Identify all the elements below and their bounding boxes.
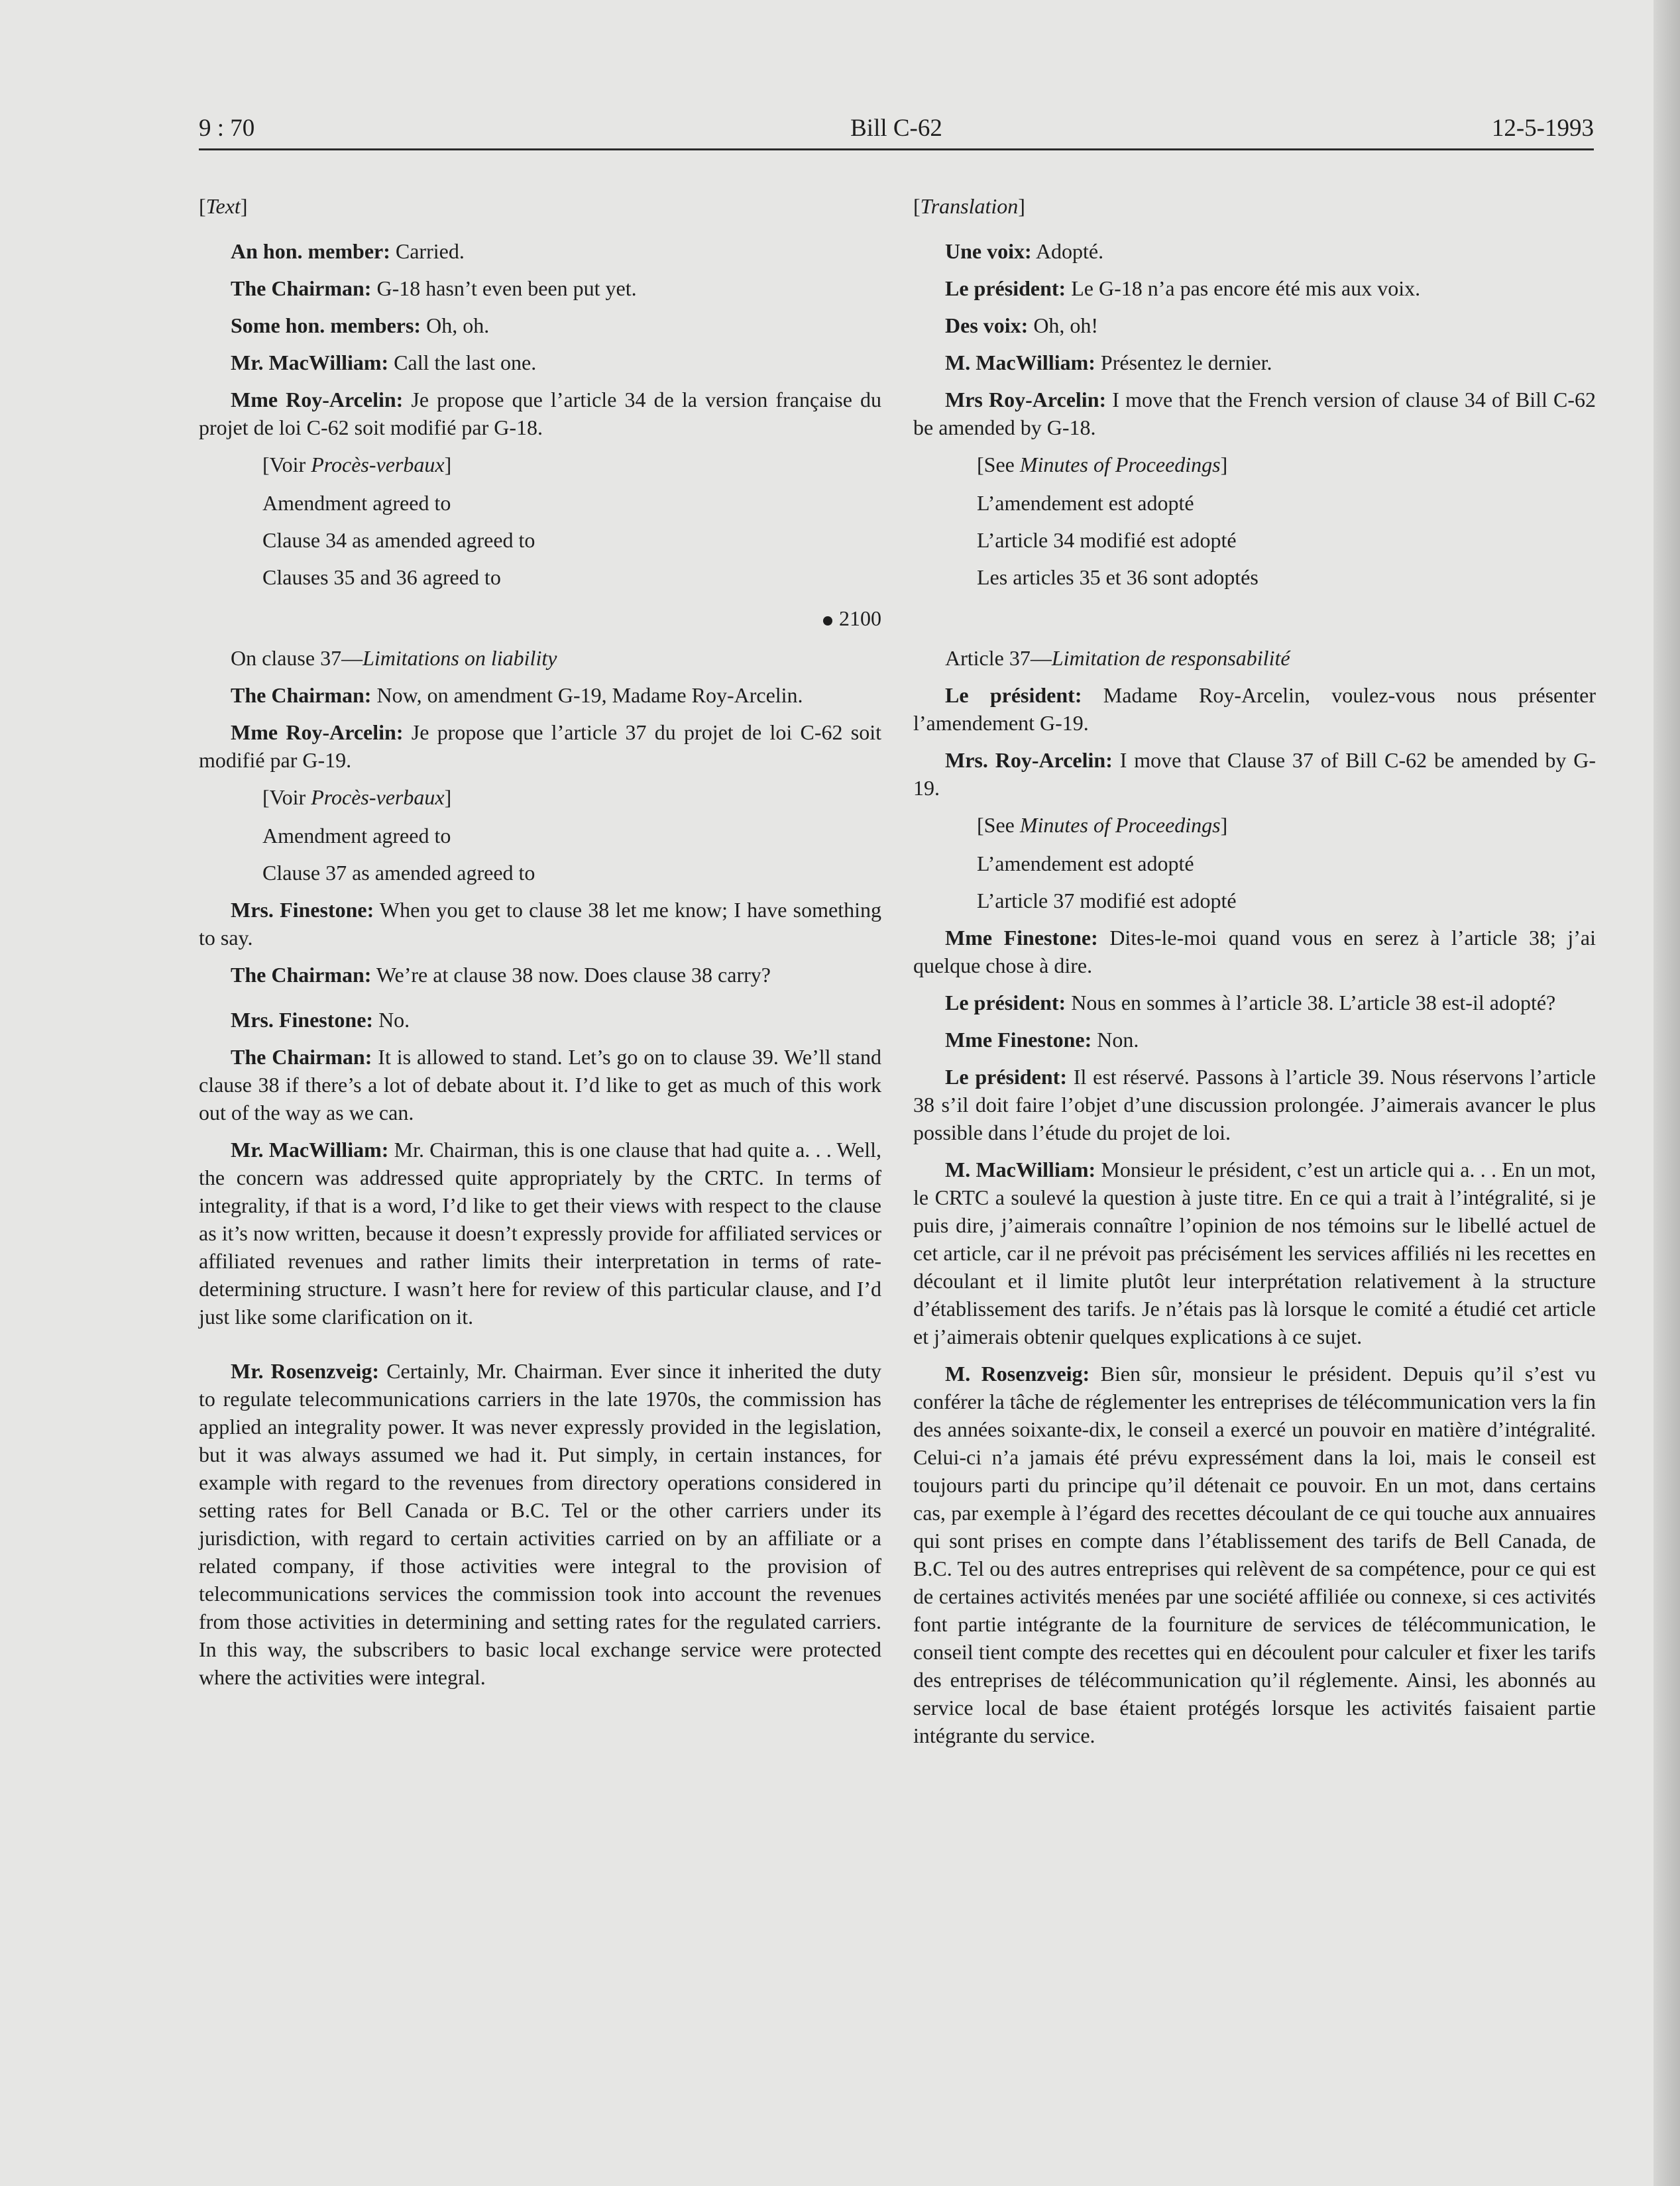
motion-result: Clause 34 as amended agreed to — [262, 528, 535, 552]
minutes-reference: [Voir Procès-verbaux] — [262, 785, 452, 809]
speech: M. MacWilliam: Monsieur le président, c’est un article qui a. . . En un mot, le CRTC a soulevé la question à juste titre. En ce qui a trait à l’intégralité, si je puis dire, j’aimerais connaître l’opinion de nos témoins sur le libellé actuel de cet article, car il ne prévoit pas précisément les services affiliés ni les recettes en découlant et il limite plutôt leur interprétation relativement à la structure d’établissement des tarifs. Je n’étais pas là lorsque le comité a étudié cet article et j’aimerais obtenir quelques explications à ce sujet. — [913, 1158, 1596, 1348]
motion-result: Clause 37 as amended agreed to — [262, 861, 535, 885]
speech: Le président: Il est réservé. Passons à l’article 39. Nous réservons l’article 38 s’il doit faire l’objet d’une discussion prolongée. J’aimerais avancer le plus possible dans l’étude du projet de loi. — [913, 1065, 1596, 1144]
header-rule — [199, 148, 1594, 150]
speech: Mr. MacWilliam: Call the last one. — [231, 351, 537, 374]
bill-title: Bill C-62 — [850, 115, 942, 142]
page-number: 9 : 70 — [199, 115, 255, 142]
motion-result: Les articles 35 et 36 sont adoptés — [977, 565, 1259, 589]
page-header — [199, 114, 1594, 148]
minutes-reference: [See Minutes of Proceedings] — [977, 813, 1228, 837]
section-label: [Text] — [199, 194, 248, 218]
speech: The Chairman: G-18 hasn’t even been put yet. — [231, 276, 637, 300]
speech: Le président: Le G-18 n’a pas encore été mis aux voix. — [945, 276, 1421, 300]
speech: M. MacWilliam: Présentez le dernier. — [945, 351, 1272, 374]
speech: Mrs. Finestone: No. — [231, 1008, 410, 1032]
header-date: 12-5-1993 — [1491, 115, 1594, 142]
speech: Mme Finestone: Dites-le-moi quand vous en serez à l’article 38; j’ai quelque chose à dire. — [913, 926, 1596, 977]
minutes-reference: [Voir Procès-verbaux] — [262, 453, 452, 476]
motion-result: L’article 37 modifié est adopté — [977, 889, 1237, 912]
speech: Mme Roy-Arcelin: Je propose que l’article 34 de la version française du projet de loi C-62 soit modifié par G-18. — [199, 388, 882, 439]
motion-result: L’amendement est adopté — [977, 851, 1194, 875]
speech: M. Rosenzveig: Bien sûr, monsieur le président. Depuis qu’il s’est vu conférer la tâche de réglementer les entreprises de télécommunication vers la fin des années soixante-dix, le conseil a exercé un pouvoir en matière d’intégralité. Celui-ci n’a jamais été prévu expressément dans la loi, mais le conseil est toujours parti du principe qu’il détenait ce pouvoir. En un mot, dans certains cas, par exemple à l’égard des recettes découlant de ce qui touche aux annuaires qui sont prises en compte dans l’établissement des tarifs de Bell Canada, de B.C. Tel ou des autres entreprises qui relèvent de sa compétence, pour ce qui est de certaines activités menées par une société affiliée ou connexe, si ces activités font partie intégrante de la fourniture de services de télécommunication, le conseil tient compte des recettes qui en découlent pour calculer et fixer les tarifs des entreprises de télécommunication qu’il réglemente. Ainsi, les abonnés au service local de base étaient protégés lorsque les activités faisaient partie intégrante du service. — [913, 1362, 1596, 1747]
french-column — [913, 192, 1596, 1759]
speech: Des voix: Oh, oh! — [945, 313, 1099, 337]
time-marker: 2100 — [199, 604, 881, 632]
speech: Some hon. members: Oh, oh. — [231, 313, 490, 337]
time-marker-spacer — [913, 604, 1596, 632]
speech: Mr. MacWilliam: Mr. Chairman, this is one clause that had quite a. . . Well, the concern was addressed quite appropriately by the CRTC. In terms of integrality, if that is a word, I’d like to get their views with respect to the clause as it’s now written, because it doesn’t expressly provide for affiliated services or affiliated revenues and rather limits their interpretation in terms of rate-determining structure. I wasn’t here for review of this particular clause, and I’d just like some clarification on it. — [199, 1138, 882, 1329]
page-edge-shadow — [1653, 0, 1680, 2186]
speech: An hon. member: Carried. — [231, 239, 465, 263]
bullet-icon — [823, 616, 832, 626]
motion-result: L’amendement est adopté — [977, 491, 1194, 515]
motion-result: L’article 34 modifié est adopté — [977, 528, 1237, 552]
clause-heading: On clause 37—Limitations on liability — [231, 646, 557, 670]
motion-result: Clauses 35 and 36 agreed to — [262, 565, 501, 589]
speech: Mme Finestone: Non. — [945, 1028, 1139, 1052]
speech: The Chairman: It is allowed to stand. Let’s go on to clause 39. We’ll stand clause 38 if there’s a lot of debate about it. I’d like to get as much of this work out of the way as we can. — [199, 1045, 882, 1124]
english-column — [199, 192, 881, 1700]
speech: Mrs. Finestone: When you get to clause 38 let me know; I have something to say. — [199, 898, 882, 950]
speech: The Chairman: Now, on amendment G-19, Madame Roy-Arcelin. — [231, 683, 803, 707]
minutes-reference: [See Minutes of Proceedings] — [977, 453, 1228, 476]
speech: Mr. Rosenzveig: Certainly, Mr. Chairman. Ever since it inherited the duty to regulate telecommunications carriers in the late 1970s, the commission has applied an integrality power. It was never expressly provided in the legislation, but it was always assumed we had it. Put simply, in certain instances, for example with regard to the revenues from directory operations considered in setting rates for Bell Canada or B.C. Tel or the other carriers under its jurisdiction, with regard to certain activities carried on by an affiliate or a related company, if those activities were integral to the provision of telecommunications services the commission took into account the revenues from those activities in determining and setting rates for the regulated carriers. In this way, the subscribers to basic local exchange service were protected where the activities were integral. — [199, 1359, 882, 1689]
clause-heading: Article 37—Limitation de responsabilité — [945, 646, 1290, 670]
speech: Mrs Roy-Arcelin: I move that the French version of clause 34 of Bill C-62 be amended by G-18. — [913, 388, 1596, 439]
section-label: [Translation] — [913, 194, 1025, 218]
speech: Le président: Madame Roy-Arcelin, voulez-vous nous présenter l’amendement G-19. — [913, 683, 1596, 735]
motion-result: Amendment agreed to — [262, 824, 451, 847]
motion-result: Amendment agreed to — [262, 491, 451, 515]
speech: The Chairman: We’re at clause 38 now. Does clause 38 carry? — [231, 963, 771, 987]
speech: Mme Roy-Arcelin: Je propose que l’article 37 du projet de loi C-62 soit modifié par G-19. — [199, 720, 882, 772]
speech: Le président: Nous en sommes à l’article 38. L’article 38 est-il adopté? — [945, 991, 1556, 1014]
speech: Mrs. Roy-Arcelin: I move that Clause 37 of Bill C-62 be amended by G-19. — [913, 748, 1596, 800]
speech: Une voix: Adopté. — [945, 239, 1104, 263]
